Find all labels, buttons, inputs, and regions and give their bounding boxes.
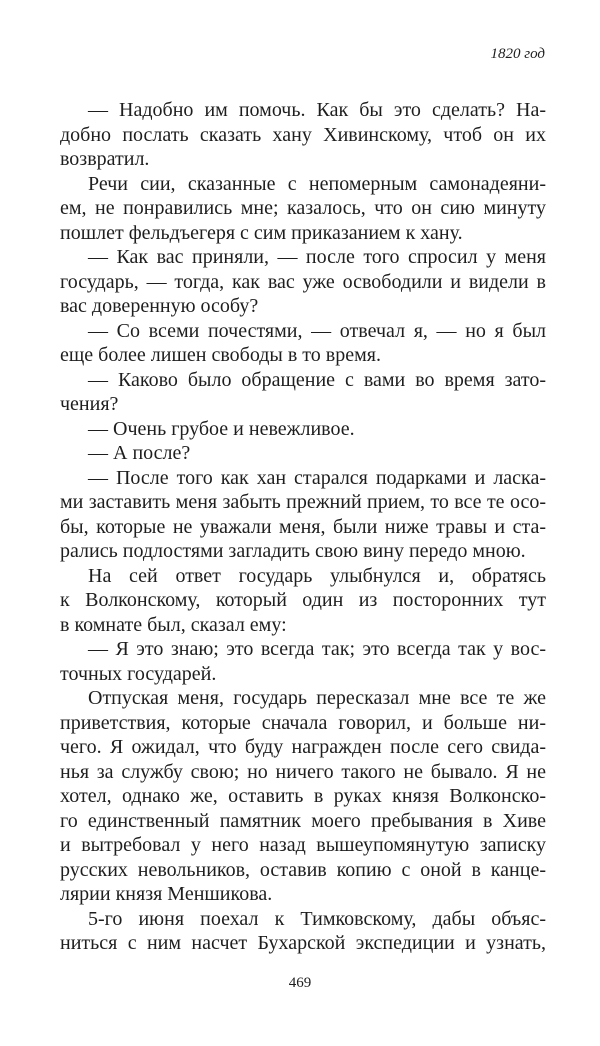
- text-line: Отпуская меня, государь пересказал мне все те же: [88, 687, 546, 709]
- text-line: нья за службу свою; но ничего такого не бывало. Я не: [60, 760, 546, 783]
- text-line: 5-го июня поехал к Тимковскому, дабы объяс-: [88, 907, 546, 930]
- page-number: 469: [288, 975, 312, 991]
- paragraph: [60, 319, 546, 368]
- text-line: государь, — тогда, как вас уже освободили и видели в: [60, 270, 546, 293]
- text-line: — Каково было обращение с вами во время зато-: [88, 368, 546, 391]
- paragraph: [60, 466, 546, 564]
- paragraph: [60, 172, 546, 246]
- text-line: — Я это знаю; это всегда так; это всегда так у вос-: [88, 638, 546, 660]
- text-line: бы, которые не уважали меня, были ниже травы и ста-: [60, 515, 546, 538]
- paragraph: [60, 637, 546, 686]
- text-line: приветствия, которые сначала говорил, и больше ни-: [60, 711, 546, 734]
- paragraph: [60, 417, 546, 442]
- paragraph: [60, 245, 546, 319]
- text-line: возвратил.: [60, 148, 150, 170]
- text-line: — Очень грубое и невежливое.: [88, 417, 355, 440]
- paragraph: [60, 368, 546, 417]
- text-line: Речи сии, сказанные с непомерным самонадеяни-: [88, 172, 546, 195]
- text-line: ем, не понравились мне; казалось, что он сию минуту: [60, 197, 546, 219]
- text-line: лярии князя Меншикова.: [60, 883, 273, 905]
- text-line: чего. Я ожидал, что буду награжден после сего свида-: [60, 736, 546, 758]
- text-line: пошлет фельдъегеря с сим приказанием к хану.: [60, 221, 463, 244]
- paragraph: [60, 564, 546, 638]
- text-line: ниться с ним насчет Бухарской экспедиции и узнать,: [60, 932, 546, 954]
- text-line: еще более лишен свободы в то время.: [60, 344, 381, 366]
- text-line: точных государей.: [60, 662, 217, 685]
- text-line: к Волконскому, который один из посторонних тут: [60, 589, 546, 611]
- text-line: го единственный памятник моего пребывания в Хиве: [60, 809, 546, 832]
- text-line: русских невольников, оставив копию с оной в канце-: [60, 858, 546, 881]
- paragraph: [60, 686, 546, 907]
- text-line: чения?: [60, 393, 119, 415]
- text-line: и вытребовал у него назад вышеупомянутую записку: [60, 834, 546, 856]
- text-line: — После того как хан старался подарками и ласка-: [88, 466, 546, 489]
- text-line: ми заставить меня забыть прежний прием, то все те осо-: [60, 491, 546, 513]
- text-line: в комнате был, сказал ему:: [60, 613, 287, 636]
- text-line: На сей ответ государь улыбнулся и, обратясь: [88, 564, 546, 587]
- text-line: вас доверенную особу?: [60, 295, 259, 317]
- text-line: добно послать сказать хану Хивинскому, чтоб он их: [60, 123, 546, 146]
- text-line: — Со всеми почестями, — отвечал я, — но я был: [88, 319, 546, 342]
- text-line: — Надобно им помочь. Как бы это сделать? На-: [88, 99, 546, 121]
- paragraph: [60, 98, 546, 172]
- running-head: 1820 год: [490, 46, 545, 62]
- page-text: [60, 98, 546, 956]
- text-line: — Как вас приняли, — после того спросил у меня: [88, 246, 546, 268]
- paragraph: [60, 907, 546, 956]
- text-line: хотел, однако же, оставить в руках князя Волконско-: [60, 785, 546, 807]
- paragraph: [60, 441, 546, 466]
- text-line: — А после?: [88, 442, 191, 464]
- text-line: рались подлостями загладить свою вину передо мною.: [60, 540, 526, 562]
